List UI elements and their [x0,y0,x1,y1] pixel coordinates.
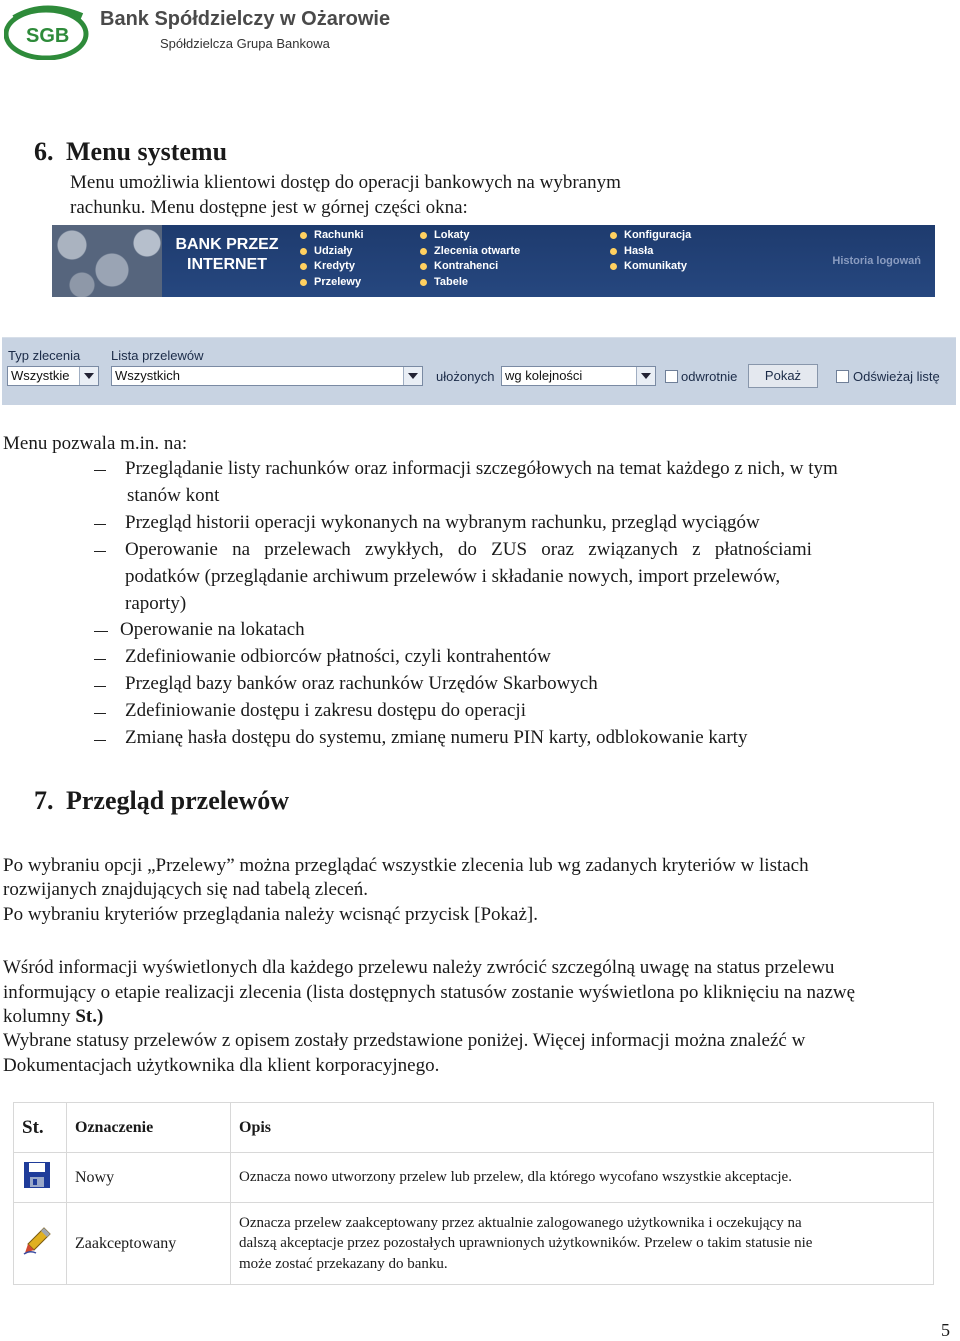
list-bullet [94,686,106,687]
list-bullet [94,713,106,714]
menu-item-lokaty[interactable]: Lokaty [420,228,520,244]
menu-item-hasla[interactable]: Hasła [610,244,691,260]
list-bullet [94,470,106,471]
chevron-down-icon [636,367,655,385]
menu-item-przelewy[interactable]: Przelewy [300,275,364,291]
banner-title-line1: BANK PRZEZ [175,236,279,253]
section-6-intro-line2: rachunku. Menu dostępne jest w górnej części okna: [70,197,468,218]
type-label: Typ zlecenia [8,348,81,363]
status-desc: Oznacza nowo utworzony przelew lub przelew, dla którego wycofano wszystkie akceptacje. [231,1153,934,1203]
coins-image [52,225,162,297]
s7-p3-line1: Wybrane statusy przelewów z opisem zostały przedstawione poniżej. Więcej informacji można znaleźć w [3,1030,806,1051]
s7-p1-line3: Po wybraniu kryteriów przeglądania należy wcisnąć przycisk [Pokaż]. [3,904,538,925]
s7-p2-line1: Wśród informacji wyświetlonych dla każdego przelewu należy zwrócić szczególną uwagę na status przelewu [3,957,835,978]
table-header-row [14,1103,934,1153]
s7-p3-line2: Dokumentacjach użytkownika dla klient korporacyjnego. [3,1055,440,1076]
menu-item-kredyty[interactable]: Kredyty [300,259,364,275]
status-name: Zaakceptowany [67,1203,231,1285]
list-item-5: Zdefiniowanie odbiorców płatności, czyli kontrahentów [125,646,551,667]
list-bullet [94,659,106,660]
show-button[interactable]: Pokaż [748,364,818,388]
order-select[interactable] [501,366,656,386]
list-item-4: Operowanie na lokatach [120,619,305,640]
list-item-8: Zmianę hasła dostępu do systemu, zmianę numeru PIN karty, odblokowanie karty [125,727,748,748]
list-bullet [94,740,106,741]
st-column-ref: St.) [75,1006,104,1027]
list-label: Lista przelewów [111,348,204,363]
section-7-number: 7. [34,786,54,815]
floppy-disk-icon [22,1161,52,1189]
list-bullet [94,551,106,552]
chevron-down-icon [403,367,422,385]
transfer-filter-bar [2,337,956,405]
list-bullet [94,524,106,525]
section-6-title: Menu systemu [66,137,228,166]
banner-title-line2: INTERNET [187,256,267,273]
status-desc [231,1203,934,1285]
chevron-down-icon [79,367,98,385]
refresh-checkbox[interactable] [836,370,849,383]
header-opis: Opis [231,1103,934,1153]
menu-item-komunikaty[interactable]: Komunikaty [610,259,691,275]
type-select[interactable] [7,366,99,386]
header-oznaczenie: Oznaczenie [67,1103,231,1153]
section-6-heading [34,137,227,167]
list-item-3-line3: raporty) [125,593,187,614]
menu-item-rachunki[interactable]: Rachunki [300,228,364,244]
section-7-title: Przegląd przelewów [66,786,290,815]
menu-item-zlecenia-otwarte[interactable]: Zlecenia otwarte [420,244,520,260]
list-item-3-line2: podatków (przeglądanie archiwum przelewów i składanie nowych, import przelewów, [125,566,781,587]
list-item-3-line1: Operowanie na przelewach zwykłych, do ZUS oraz związanych z płatnościami [125,539,812,560]
table-row [14,1203,934,1285]
list-item-2: Przegląd historii operacji wykonanych na wybranym rachunku, przegląd wyciągów [125,512,760,533]
internet-banking-menu-banner [52,225,935,297]
logo-text: SGB [26,25,70,47]
pen-icon [22,1226,52,1256]
section-7-heading [34,786,289,816]
section-6-intro-line1: Menu umożliwia klientowi dostęp do operacji bankowych na wybranym [70,172,621,193]
list-select-value: Wszystkich [115,368,180,383]
status-desc-line3: może zostać przekazany do banku. [239,1255,448,1272]
status-name: Nowy [67,1153,231,1203]
list-item-1-line1: Przeglądanie listy rachunków oraz informacji szczegółowych na temat każdego z nich, w tym [125,458,838,479]
menu-item-udzialy[interactable]: Udziały [300,244,364,260]
page-number: 5 [941,1320,950,1340]
table-row [14,1153,934,1203]
status-table [13,1102,934,1285]
status-desc-line2: dalszą akceptacje przez pozostałych uprawnionych użytkowników. Przelew o takim statusie nie [239,1235,813,1252]
bank-subtitle: Spółdzielcza Grupa Bankowa [160,36,330,51]
menu-list-intro: Menu pozwala m.in. na: [3,433,188,454]
refresh-label: Odświeżaj listę [853,369,940,384]
section-6-number: 6. [34,137,54,166]
menu-column-1 [300,228,364,290]
s7-p1-line2: rozwijanych znajdujących się nad tabelą zleceń. [3,879,369,900]
s7-p2-line3-text: kolumny [3,1006,76,1027]
list-item-1-line2: stanów kont [127,485,220,506]
list-item-6: Przegląd bazy banków oraz rachunków Urzędów Skarbowych [125,673,598,694]
reverse-checkbox[interactable] [665,370,678,383]
list-select[interactable] [111,366,423,386]
status-desc-line1: Oznacza przelew zaakceptowany przez aktualnie zalogowanego użytkownika i oczekujący na [239,1214,802,1231]
sorted-label: ułożonych [436,369,495,384]
list-bullet [94,631,108,632]
menu-item-tabele[interactable]: Tabele [420,275,520,291]
s7-p2-line3 [3,1005,103,1029]
banner-title [172,235,282,275]
menu-column-2 [420,228,520,290]
login-history-link[interactable]: Historia logowań [832,255,921,267]
status-icon-cell [14,1153,67,1203]
menu-column-3 [610,228,691,275]
reverse-label: odwrotnie [681,369,738,384]
s7-p2-line2: informujący o etapie realizacji zlecenia (lista dostępnych statusów zostanie wyświetlona po kliknięciu na nazwę [3,982,856,1003]
sgb-logo-icon [4,4,100,60]
list-item-7: Zdefiniowanie dostępu i zakresu dostępu do operacji [125,700,526,721]
status-icon-cell [14,1203,67,1285]
menu-item-kontrahenci[interactable]: Kontrahenci [420,259,520,275]
order-select-value: wg kolejności [505,368,583,383]
s7-p1-line1: Po wybraniu opcji „Przelewy” można przeglądać wszystkie zlecenia lub wg zadanych kryteriów w listach [3,855,809,876]
bank-name: Bank Spółdzielczy w Ożarowie [100,8,391,30]
header-st: St. [14,1103,67,1153]
menu-item-konfiguracja[interactable]: Konfiguracja [610,228,691,244]
type-select-value: Wszystkie [11,368,70,383]
